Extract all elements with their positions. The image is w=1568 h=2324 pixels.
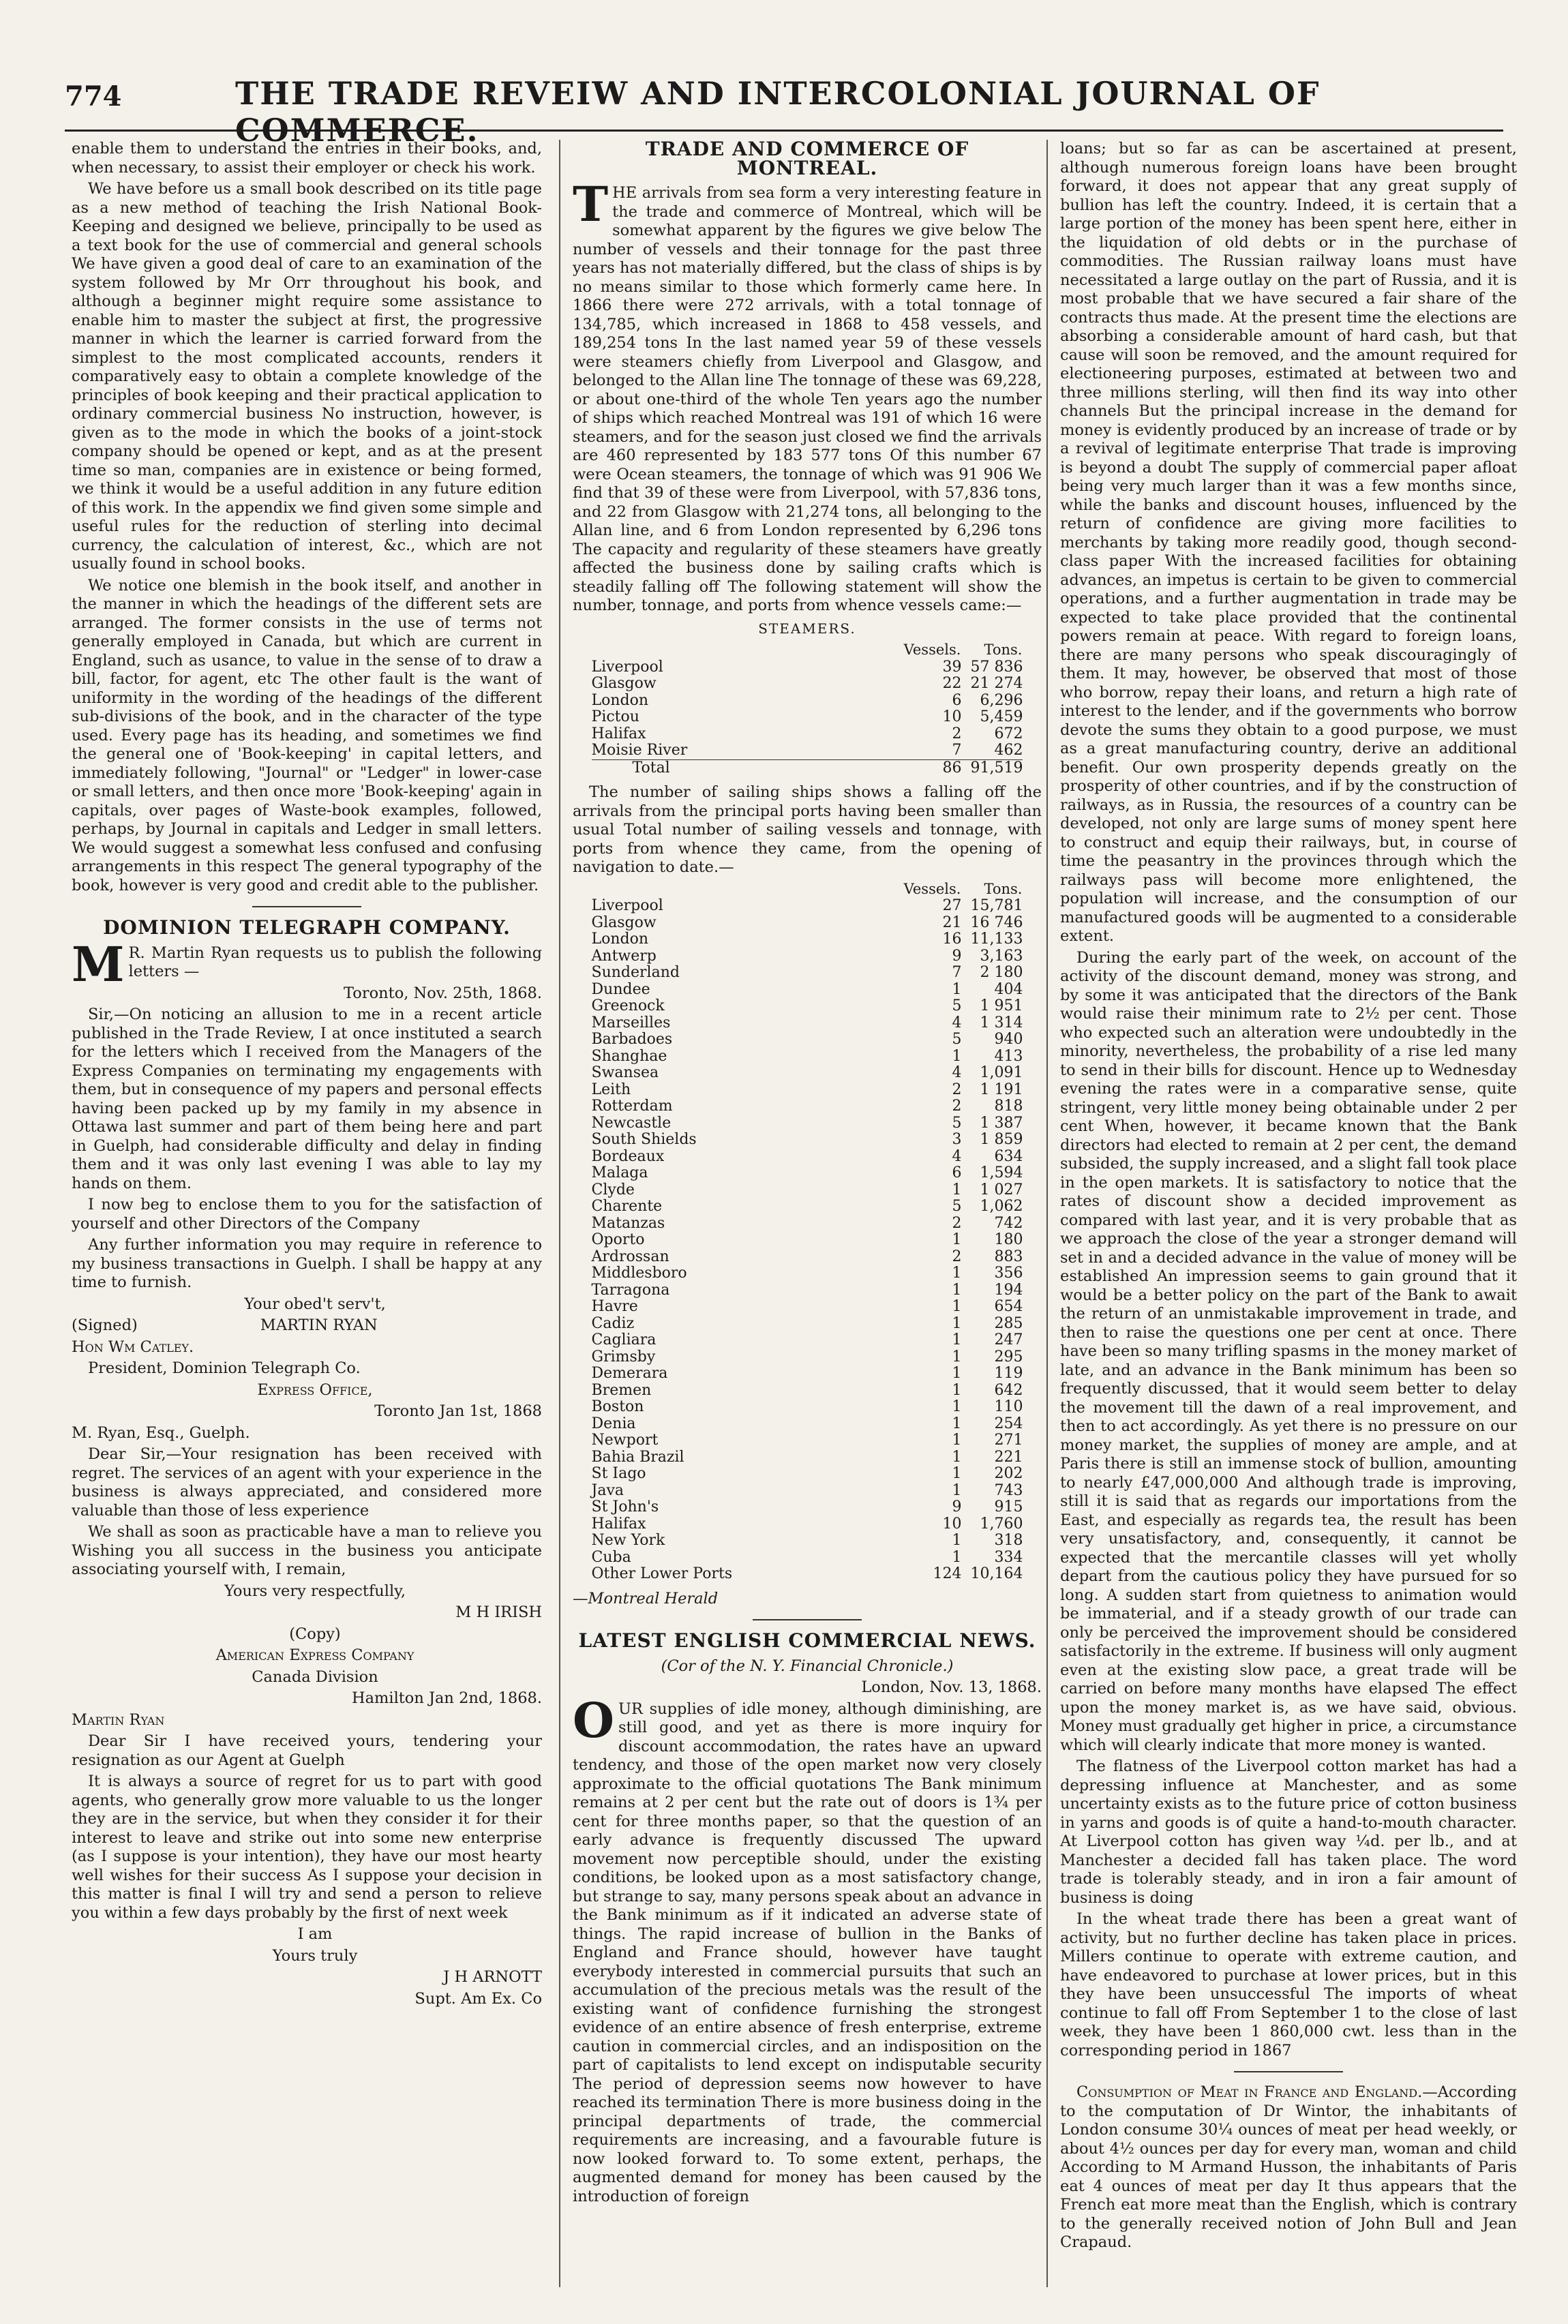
table-row bbox=[592, 1432, 1023, 1449]
vessel-count: 2 bbox=[952, 725, 962, 742]
tonnage: 194 bbox=[994, 1281, 1023, 1299]
table-row bbox=[592, 1365, 1023, 1383]
port-name: South Shields bbox=[591, 1131, 697, 1148]
port-name: Glasgow bbox=[591, 914, 657, 931]
copy-label: (Copy) bbox=[289, 1625, 341, 1643]
tonnage: 1 314 bbox=[980, 1014, 1023, 1031]
addressee: Hon Wm Catley. bbox=[72, 1338, 194, 1356]
tonnage: 6,296 bbox=[980, 691, 1023, 709]
table-row bbox=[592, 982, 1023, 999]
column-left bbox=[72, 140, 542, 2287]
port-name: Java bbox=[591, 1481, 624, 1499]
vessel-count: 10 bbox=[942, 1515, 962, 1533]
vessel-count: 27 bbox=[942, 897, 962, 914]
tonnage: 1,062 bbox=[980, 1198, 1023, 1215]
vessel-count: 4 bbox=[952, 1147, 962, 1165]
port-name: Newport bbox=[591, 1432, 659, 1449]
port-name: Grimsby bbox=[591, 1348, 656, 1365]
tonnage: 654 bbox=[994, 1298, 1023, 1315]
table-row bbox=[592, 1316, 1023, 1333]
table-row bbox=[592, 1232, 1023, 1249]
table-row bbox=[592, 1449, 1023, 1466]
port-name: Other Lower Ports bbox=[591, 1565, 733, 1582]
paragraph bbox=[573, 1691, 1042, 2207]
table-row bbox=[592, 1015, 1023, 1032]
port-name: Swansea bbox=[591, 1064, 659, 1081]
steamers-table bbox=[592, 641, 1023, 776]
letter-paragraph: It is always a source of regret for us to part with good agents, who generally grow more valuable to us the longer they are in the service, but when they consider it for their interest to leave and strike out into some new enterprise (as I suppose is your intention), they have our most hearty well wishes for their success As I suppose your decision in this matter is final I will try and send a person to relieve you within a few days probably by the first of next week bbox=[72, 1772, 542, 1922]
vessel-count: 1 bbox=[952, 1348, 962, 1365]
vessel-count: 10 bbox=[942, 708, 962, 725]
table-row bbox=[592, 1249, 1023, 1266]
paragraph: In the wheat trade there has been a great want of activity, but no further decline has taken place in prices. Millers continue to operate with extreme caution, and have endeavored to purchase at lower prices, but in this they have been unsuccessful The imports of wheat continue to fall off From September 1 to the close of last week, they have been 1 860,000 cwt. less than in the corresponding period in 1867 bbox=[1060, 1910, 1517, 2059]
vessel-count: 1 bbox=[952, 1265, 962, 1282]
tonnage: 180 bbox=[994, 1231, 1023, 1248]
table-row bbox=[592, 742, 1023, 759]
table-row bbox=[592, 1216, 1023, 1233]
vessel-count: 2 bbox=[952, 1248, 962, 1265]
table-row bbox=[592, 1332, 1023, 1349]
drop-cap: M bbox=[72, 935, 125, 993]
table-row bbox=[592, 1182, 1023, 1199]
letter-paragraph: I now beg to enclose them to you for the satisfaction of yourself and other Directors of the Company bbox=[72, 1196, 542, 1233]
vessel-count: 1 bbox=[952, 1532, 962, 1549]
vessel-count: 4 bbox=[952, 1064, 962, 1081]
letter-closing: Yours very respectfully, bbox=[224, 1582, 406, 1600]
table-row bbox=[592, 998, 1023, 1015]
total-tons: 91,519 bbox=[961, 759, 1023, 776]
port-name: Tarragona bbox=[591, 1281, 670, 1299]
table-row bbox=[592, 1550, 1023, 1567]
port-name: Antwerp bbox=[591, 947, 657, 965]
section-subtitle: (Cor of the N. Y. Financial Chronicle.) bbox=[661, 1657, 954, 1675]
port-name: London bbox=[591, 691, 649, 709]
vessel-count: 3 bbox=[952, 1131, 962, 1148]
tonnage: 356 bbox=[994, 1265, 1023, 1282]
vessel-count: 6 bbox=[952, 1164, 962, 1181]
tonnage: 743 bbox=[994, 1481, 1023, 1499]
table-row bbox=[592, 726, 1023, 743]
port-name: Liverpool bbox=[591, 658, 663, 676]
port-name: Rotterdam bbox=[591, 1098, 673, 1115]
masthead-title: THE TRADE REVEIW AND INTERCOLONIAL JOURNAL OF COMMERCE. bbox=[235, 75, 1321, 149]
vessel-count: 21 bbox=[942, 914, 962, 931]
vessel-count: 2 bbox=[952, 1098, 962, 1115]
tonnage: 883 bbox=[994, 1248, 1023, 1265]
port-name: Demerara bbox=[591, 1365, 668, 1382]
tonnage: 915 bbox=[994, 1498, 1023, 1515]
tonnage: 404 bbox=[994, 980, 1023, 998]
vessel-count: 4 bbox=[952, 1014, 962, 1031]
section-title-english-news: LATEST ENGLISH COMMERCIAL NEWS. bbox=[578, 1629, 1036, 1652]
tonnage: 10,164 bbox=[970, 1565, 1023, 1582]
signature-line bbox=[72, 1316, 542, 1335]
office-heading: Express Office, bbox=[257, 1380, 373, 1399]
intro-text: R. Martin Ryan requests us to publish the following letters — bbox=[128, 944, 542, 980]
port-name: Middlesboro bbox=[591, 1265, 687, 1282]
signature-name: MARTIN RYAN bbox=[260, 1316, 378, 1334]
tonnage: 818 bbox=[994, 1098, 1023, 1115]
vessel-count: 22 bbox=[942, 675, 962, 692]
letter-closing: Your obed't serv't, bbox=[244, 1295, 386, 1313]
column-header: Tons. bbox=[984, 642, 1023, 658]
meat-body: —According to the computation of Dr Wintor, the inhabitants of London consume 30¼ ounces of meat per head weekly, or about 4½ ounces per day for every man, woman and child According to M Armand Husson, the inhabitants of Paris eat 4 ounces of meat per day It thus appears that the French eat more meat than the English, which is contrary to the generally received notion of John Bull and Jean Crapaud. bbox=[1060, 2083, 1517, 2251]
division-heading: Canada Division bbox=[252, 1667, 378, 1686]
total-vessels: 86 bbox=[900, 759, 961, 776]
table-row bbox=[592, 1149, 1023, 1166]
port-name: Bremen bbox=[591, 1381, 652, 1399]
vessel-count: 1 bbox=[952, 1481, 962, 1499]
vessel-count: 1 bbox=[952, 1365, 962, 1382]
vessel-count: 16 bbox=[942, 931, 962, 948]
vessel-count: 1 bbox=[952, 1415, 962, 1432]
table-row bbox=[592, 709, 1023, 726]
addressee: Martin Ryan bbox=[72, 1710, 165, 1729]
table-row-total bbox=[592, 759, 1023, 776]
paragraph: The number of sailing ships shows a falling off the arrivals from the principal ports having been smaller than usual Total number of sailing vessels and tonnage, with ports from whence they came, from the opening of navigation to date.— bbox=[573, 783, 1042, 876]
letter-paragraph: Any further information you may require in reference to my business transactions in Guelph. I shall be happy at any time to furnish. bbox=[72, 1236, 542, 1291]
table-row bbox=[592, 1566, 1023, 1583]
vessel-count: 5 bbox=[952, 1031, 962, 1048]
tonnage: 1,594 bbox=[980, 1164, 1023, 1181]
port-name: Halifax bbox=[591, 1515, 646, 1533]
tonnage: 15,781 bbox=[970, 897, 1023, 914]
paragraph: loans; but so far as can be ascertained at present, although numerous foreign loans have been brought forward, it does not appear that any great supply of bullion has left the country. Indeed, it is certain that a large portion of the money has been spent here, either in the liquidation of old debts or in the purchase of commodities. The Russian railway loans must have necessitated a large outlay on the part of Russia, and it is most probable that we have secured a fair share of the contracts thus made. At the present time the elections are absorbing a considerable amount of hard cash, but that cause will soon be removed, and the amount required for electioneering purposes, estimated at between two and three millions sterling, will then find its way into other channels But the principal increase in the demand for money is evidently produced by an increase of trade or by a revival of legitimate enterprise That trade is improving is beyond a doubt The supply of commercial paper afloat being very much larger than it was a few months since, while the banks and discount houses, influenced by the return of confidence are giving more facilities to merchants by taking more readily good, though second-class paper With the increased facilities for obtaining advances, an impetus is certain to be given to commercial operations, and a further augmentation in trade may be expected to take place provided that the continental powers remain at peace. With regard to foreign loans, there are many persons who speak discouragingly of them. It may, however, be observed that most of those who borrow, repay their loans, and return a high rate of interest to the lender, and if the governments who borrow devote the sums they obtain to a good purpose, we must as a great manufacturing country, derive an additional benefit. Our own prosperity depends greatly on the prosperity of other countries, and if by the construction of railways, as in Russia, the resources of a country can be developed, not only are large sums of money spent here to construct and equip their railways, but, in course of time the peasantry in the provinces through which the railways pass will become more enlightened, the population will increase, and the consumption of our manufactured goods will be augmented to a considerable extent. bbox=[1060, 140, 1517, 945]
company-heading: American Express Company bbox=[215, 1646, 414, 1664]
vessel-count: 1 bbox=[952, 980, 962, 998]
tonnage: 119 bbox=[994, 1365, 1023, 1382]
tonnage: 1 387 bbox=[980, 1114, 1023, 1132]
port-name: Halifax bbox=[591, 725, 646, 742]
tonnage: 5,459 bbox=[980, 708, 1023, 725]
port-name: Denia bbox=[591, 1415, 636, 1432]
tonnage: 221 bbox=[994, 1448, 1023, 1466]
tonnage: 110 bbox=[994, 1398, 1023, 1415]
port-name: Charente bbox=[591, 1198, 663, 1215]
column-middle bbox=[559, 140, 1042, 2287]
total-label: Total bbox=[592, 759, 901, 776]
paragraph: We notice one blemish in the book itself, and another in the manner in which the headings of the different sets are arranged. The former consists in the use of terms not generally employed in Canada, but which are current in England, such as usance, to value in the sense of to draw a bill, factor, for agent, etc The other fault is the want of uniformity in the wording of the headings of the different sub-divisions of the book, and in the character of the type used. Every page has its heading, and sometimes we find the general one of 'Book-keeping' in capital letters, and immediately following, "Journal" or "Ledger" in lower-case or small letters, and then once more 'Book-keeping' again in capitals, over pages of Waste-book examples, followed, perhaps, by Journal in capitals and Ledger in small letters. We would suggest a somewhat less confused and confusing arrangements in this respect The general typography of the book, however is very good and credit able to the publisher. bbox=[72, 576, 542, 894]
paragraph: The flatness of the Liverpool cotton market has had a depressing influence at Manchester, and as some uncertainty exists as to the future price of cotton business in yarns and goods is of quite a hand-to-mouth character. At Liverpool cotton has given way ¼d. per lb., and at Manchester a decided fall has taken place. The word trade is tolerably steady, and in iron a fair amount of business is doing bbox=[1060, 1757, 1517, 1907]
table-row bbox=[592, 965, 1023, 982]
port-name: Matanzas bbox=[591, 1214, 665, 1232]
masthead bbox=[65, 75, 1503, 149]
paragraph: During the early part of the week, on account of the activity of the discount demand, money was strong, and by some it was anticipated that the directors of the Bank would raise their minimum rate to 2½ per cent. Those who expected such an alteration were undoubtedly in the minority, nevertheless, the probability of a rise led many to send in their bills for discount. Hence up to Wednesday evening the rates were in a comparative sense, quite stringent, very little money being obtainable under 2 per cent When, however, it became known that the Bank directors had elected to remain at 2 per cent, the demand subsided, the supply increased, and a slight fall took place in the open markets. It is satisfactory to notice that the rates of discount show a decided improvement as compared with last year, and it is very probable that as we approach the close of the year a stronger demand will set in and a decided advance in the value of money will be established An impression seems to gain ground that it would be a better policy on the part of the Bank to await the return of an unmistakable improvement in trade, and then to raise the questions one per cent at once. There have been so many trifling spasms in the money market of late, and an advance in the Bank minimum has been so frequently discussed, that it would seem better to delay the movement till the dawn of a real improvement, and then to act accordingly. As yet there is no pressure on our money market, the supplies of money are ample, and at Paris there is still an immense stock of bullion, amounting to nearly £47,000,000 And although trade is improving, still it is said that as regards our importations from the East, and especially as regards tea, the result has been very unsatisfactory, and, consequently, it cannot be expected that the mercantile classes will yet wholly depart from the cautious policy they have pursued for so long. A sudden start from quietness to animation would be immaterial, and if a steady growth of our trade can only be perceived the improvement should be considered satisfactorily in the extreme. If business will only augment even at the existing slow pace, a great trade will be carried on before many months have elapsed The effect upon the money market is, as we have said, obvious. Money must gradually get higher in price, a circumstance which will clearly indicate that more money is wanted. bbox=[1060, 948, 1517, 1754]
section-title-montreal: TRADE AND COMMERCE OF MONTREAL. bbox=[645, 140, 969, 179]
port-name: Havre bbox=[591, 1298, 638, 1315]
addressee-title: President, Dominion Telegraph Co. bbox=[88, 1359, 361, 1377]
table-row bbox=[592, 1282, 1023, 1299]
vessel-count: 39 bbox=[942, 658, 962, 676]
tonnage: 742 bbox=[994, 1214, 1023, 1232]
port-name: Sunderland bbox=[591, 964, 680, 981]
tonnage: 16 746 bbox=[970, 914, 1023, 931]
letter-paragraph: We shall as soon as practicable have a man to relieve you Wishing you all success in the business you anticipate associating yourself with, I remain, bbox=[72, 1523, 542, 1578]
dateline: London, Nov. 13, 1868. bbox=[861, 1678, 1042, 1696]
vessel-count: 1 bbox=[952, 1381, 962, 1399]
paragraph-text: UR supplies of idle money, although diminishing, are still good, and yet as there is more inquiry for discount accommodation, the rates have an upward tendency, and those of the open market now very closely approximate to the official quotations The Bank minimum remains at 2 per cent but the rate out of doors is 1¾ per cent for three months paper, so that the question of an early advance is frequently discussed The upward movement now perceptible should, under the existing conditions, be looked upon as a most satisfactory change, but strange to say, many persons speak about an advance in the Bank minimum as if it indicated an adverse state of things. The rapid increase of bullion in the Banks of England and France should, however have taught everybody interested in commercial pursuits that such an accumulation of the precious metals was the result of the existing want of confidence furnishing the strongest evidence of an entire absence of fresh enterprise, extreme caution in commercial circles, and an indisposition on the part of capitalists to lend except on indisputable security The period of depression seems now however to have reached its termination There is more business doing in the principal departments of trade, the commercial requirements are increasing, and a favourable future is now looked forward to. To some extent, perhaps, the augmented demand for money has been caused by the introduction of foreign bbox=[573, 1700, 1042, 2205]
table-row bbox=[592, 1098, 1023, 1115]
port-name: Liverpool bbox=[591, 897, 663, 914]
port-name: Dundee bbox=[591, 980, 650, 998]
port-name: Leith bbox=[591, 1081, 631, 1098]
divider bbox=[753, 1619, 862, 1620]
tonnage: 334 bbox=[994, 1548, 1023, 1566]
table-row bbox=[592, 1265, 1023, 1282]
vessel-count: 9 bbox=[952, 1498, 962, 1515]
table-row bbox=[592, 915, 1023, 932]
table-row bbox=[592, 1383, 1023, 1400]
vessel-count: 5 bbox=[952, 1114, 962, 1132]
vessel-count: 1 bbox=[952, 1281, 962, 1299]
table-row bbox=[592, 898, 1023, 915]
letter-paragraph: Dear Sir I have received yours, tendering your resignation as our Agent at Guelph bbox=[72, 1732, 542, 1769]
port-name: Marseilles bbox=[591, 1014, 671, 1031]
port-name: Glasgow bbox=[591, 675, 657, 692]
steamers-table-body bbox=[592, 659, 1023, 760]
divider bbox=[1234, 2071, 1343, 2072]
port-name: Oporto bbox=[591, 1231, 645, 1248]
port-name: Shanghae bbox=[591, 1047, 667, 1065]
tonnage: 642 bbox=[994, 1381, 1023, 1399]
tonnage: 21 274 bbox=[970, 675, 1023, 692]
tonnage: 413 bbox=[994, 1047, 1023, 1065]
tonnage: 1 951 bbox=[980, 997, 1023, 1014]
letter-paragraph: Dear Sir,—Your resignation has been received with regret. The services of an agent with your experience in the business is always appreciated, and considered more valuable than those of less experience bbox=[72, 1445, 542, 1520]
vessel-count: 1 bbox=[952, 1465, 962, 1482]
table-row bbox=[592, 931, 1023, 948]
source-credit: —Montreal Herald bbox=[573, 1589, 719, 1608]
port-name: Cuba bbox=[591, 1548, 631, 1566]
paragraph-meat bbox=[1060, 2083, 1517, 2252]
vessel-count: 6 bbox=[952, 691, 962, 709]
port-name: Ardrossan bbox=[591, 1248, 669, 1265]
vessel-count: 2 bbox=[952, 1081, 962, 1098]
tonnage: 318 bbox=[994, 1532, 1023, 1549]
drop-cap: T bbox=[573, 176, 609, 232]
vessel-count: 7 bbox=[952, 964, 962, 981]
port-name: Barbadoes bbox=[591, 1031, 673, 1048]
column-header: Vessels. bbox=[903, 880, 961, 897]
table-row bbox=[592, 676, 1023, 693]
vessel-count: 1 bbox=[952, 1448, 962, 1466]
sailing-table-body bbox=[592, 898, 1023, 1583]
table-row bbox=[592, 1516, 1023, 1533]
table-row bbox=[592, 1082, 1023, 1099]
tonnage: 11,133 bbox=[970, 931, 1023, 948]
vessel-count: 1 bbox=[952, 1331, 962, 1348]
signature-name: J H ARNOTT bbox=[443, 1968, 542, 1986]
table-row bbox=[592, 1165, 1023, 1182]
tonnage: 1 027 bbox=[980, 1181, 1023, 1198]
table-row bbox=[592, 1048, 1023, 1066]
tonnage: 254 bbox=[994, 1415, 1023, 1432]
vessel-count: 2 bbox=[952, 1214, 962, 1232]
signature-title: Supt. Am Ex. Co bbox=[414, 1989, 542, 2008]
vessel-count: 124 bbox=[933, 1565, 962, 1582]
steamers-caption: STEAMERS. bbox=[758, 620, 856, 637]
table-row bbox=[592, 1349, 1023, 1366]
dateline: Toronto Jan 1st, 1868 bbox=[374, 1402, 542, 1420]
table-row bbox=[592, 948, 1023, 965]
vessel-count: 1 bbox=[952, 1298, 962, 1315]
port-name: Bahia Brazil bbox=[591, 1448, 684, 1466]
vessel-count: 1 bbox=[952, 1181, 962, 1198]
vessel-count: 5 bbox=[952, 997, 962, 1014]
sailing-table bbox=[592, 880, 1023, 1583]
signature-name: M H IRISH bbox=[455, 1603, 542, 1621]
tonnage: 295 bbox=[994, 1348, 1023, 1365]
vessel-count: 1 bbox=[952, 1432, 962, 1449]
port-name: Clyde bbox=[591, 1181, 635, 1198]
port-name: Moisie River bbox=[591, 742, 688, 759]
port-name: Greenock bbox=[591, 997, 665, 1014]
port-name: Newcastle bbox=[591, 1114, 672, 1132]
tonnage: 2 180 bbox=[980, 964, 1023, 981]
port-name: London bbox=[591, 931, 649, 948]
letter-closing: I am bbox=[297, 1925, 333, 1943]
letter-paragraph: Sir,—On noticing an allusion to me in a recent article published in the Trade Review, I at once instituted a search for the letters which I received from the Managers of the Express Companies on terminating my engagements with them, but in consequence of my papers and personal effects having been packed up by my family in my absence in Ottawa last summer and part of them being here and part in Guelph, had considerable difficulty and delay in finding them and it was only last evening I was able to lay my hands on them. bbox=[72, 1006, 542, 1192]
tonnage: 57 836 bbox=[970, 658, 1023, 676]
tonnage: 285 bbox=[994, 1314, 1023, 1332]
port-name: Pictou bbox=[591, 708, 639, 725]
table-row bbox=[592, 1499, 1023, 1516]
vessel-count: 1 bbox=[952, 1548, 962, 1566]
table-row bbox=[592, 1466, 1023, 1483]
letter-closing: Yours truly bbox=[272, 1946, 358, 1965]
tonnage: 247 bbox=[994, 1331, 1023, 1348]
meat-lead: Consumption of Meat in France and England. bbox=[1076, 2083, 1423, 2101]
port-name: Cagliara bbox=[591, 1331, 657, 1348]
table-row bbox=[592, 1115, 1023, 1132]
tonnage: 3,163 bbox=[980, 947, 1023, 965]
port-name: Malaga bbox=[591, 1164, 648, 1181]
divider bbox=[252, 906, 361, 907]
tonnage: 462 bbox=[994, 742, 1023, 759]
page-number: 774 bbox=[65, 80, 122, 112]
addressee: M. Ryan, Esq., Guelph. bbox=[72, 1423, 250, 1442]
tonnage: 1,760 bbox=[980, 1515, 1023, 1533]
paragraph-text: HE arrivals from sea form a very interesting feature in the trade and commerce of Montreal, which will be somewhat apparent by the figures we give below The number of vessels and their tonnage for the past three years has not materially differed, but the class of ships is by no means similar to those which formerly came here. In 1866 there were 272 arrivals, with a total tonnage of 134,785, which increased in 1868 to 458 vessels, and 189,254 tons In the last named year 59 of these vessels were steamers chiefly from Liverpool and Glasgow, and belonged to the Allan line The tonnage of these was 69,228, or about one-third of the whole Ten years ago the number of ships which reached Montreal was 191 of which 16 were steamers, and for the season just closed we find the arrivals are 460 represented by 183 577 tons Of this number 67 were Ocean steamers, the tonnage of which was 91 906 We find that 39 of these were from Liverpool, with 57,836 tons, and 22 from Glasgow with 21,274 tons, all belonging to the Allan line, and 6 from London represented by 6,296 tons The capacity and regularity of these steamers have greatly affected the business done by sailing crafts which is steadily falling off The following statement will show the number, tonnage, and ports from whence vessels came:— bbox=[573, 184, 1042, 614]
tonnage: 1 191 bbox=[980, 1081, 1023, 1098]
port-name: St Iago bbox=[591, 1465, 646, 1482]
table-row bbox=[592, 659, 1023, 676]
paragraph bbox=[573, 176, 1042, 616]
paragraph: enable them to understand the entries in their books, and, when necessary, to assist their employer or check his work. bbox=[72, 140, 542, 177]
vessel-count: 1 bbox=[952, 1047, 962, 1065]
column-header: Tons. bbox=[984, 880, 1023, 897]
tonnage: 1,091 bbox=[980, 1064, 1023, 1081]
column-header: Vessels. bbox=[903, 642, 961, 658]
tonnage: 271 bbox=[994, 1432, 1023, 1449]
table-row bbox=[592, 1065, 1023, 1082]
table-row bbox=[592, 1031, 1023, 1048]
port-name: Boston bbox=[591, 1398, 644, 1415]
table-row bbox=[592, 1483, 1023, 1500]
tonnage: 940 bbox=[994, 1031, 1023, 1048]
vessel-count: 7 bbox=[952, 742, 962, 759]
dateline: Toronto, Nov. 25th, 1868. bbox=[344, 984, 542, 1002]
drop-cap: O bbox=[573, 1691, 614, 1749]
table-row bbox=[592, 693, 1023, 710]
port-name: Cadiz bbox=[591, 1314, 635, 1332]
tonnage: 202 bbox=[994, 1465, 1023, 1482]
tonnage: 1 859 bbox=[980, 1131, 1023, 1148]
column-right bbox=[1046, 140, 1517, 2287]
port-name: St John's bbox=[591, 1498, 659, 1515]
signed-label: (Signed) bbox=[72, 1316, 138, 1334]
port-name: New York bbox=[591, 1532, 665, 1549]
vessel-count: 1 bbox=[952, 1231, 962, 1248]
section-title-telegraph: DOMINION TELEGRAPH COMPANY. bbox=[103, 916, 511, 939]
vessel-count: 9 bbox=[952, 947, 962, 965]
dateline: Hamilton Jan 2nd, 1868. bbox=[352, 1689, 542, 1707]
table-row bbox=[592, 1533, 1023, 1550]
tonnage: 634 bbox=[994, 1147, 1023, 1165]
port-name: Bordeaux bbox=[591, 1147, 665, 1165]
tonnage: 672 bbox=[994, 725, 1023, 742]
vessel-count: 1 bbox=[952, 1314, 962, 1332]
table-row bbox=[592, 1299, 1023, 1316]
vessel-count: 1 bbox=[952, 1398, 962, 1415]
paragraph: We have before us a small book described on its title page as a new method of teaching the Irish National Book-Keeping and designed we believe, principally to be used as a text book for the use of commercial and general schools We have given a good deal of care to an examination of the system followed by Mr Orr throughout his book, and although a beginner might require some assistance to enable him to master the subject at first, the progressive manner in which the learner is carried forward from the simplest to the most complicated accounts, renders it comparatively easy to obtain a complete knowledge of the principles of book keeping and their practical application to ordinary commercial business No instruction, however, is given as to the mode in which the books of a joint-stock company should be opened or kept, and as at the present time so man, companies are in existence or being formed, we think it would be a useful addition in any future edition of this work. In the appendix we find given some simple and useful rules for the reduction of sterling into decimal currency, the calculation of interest, &c., which are not usually found in school books. bbox=[72, 180, 542, 573]
table-row bbox=[592, 1416, 1023, 1433]
vessel-count: 5 bbox=[952, 1198, 962, 1215]
table-row bbox=[592, 1399, 1023, 1416]
table-row bbox=[592, 1198, 1023, 1216]
table-row bbox=[592, 1132, 1023, 1149]
